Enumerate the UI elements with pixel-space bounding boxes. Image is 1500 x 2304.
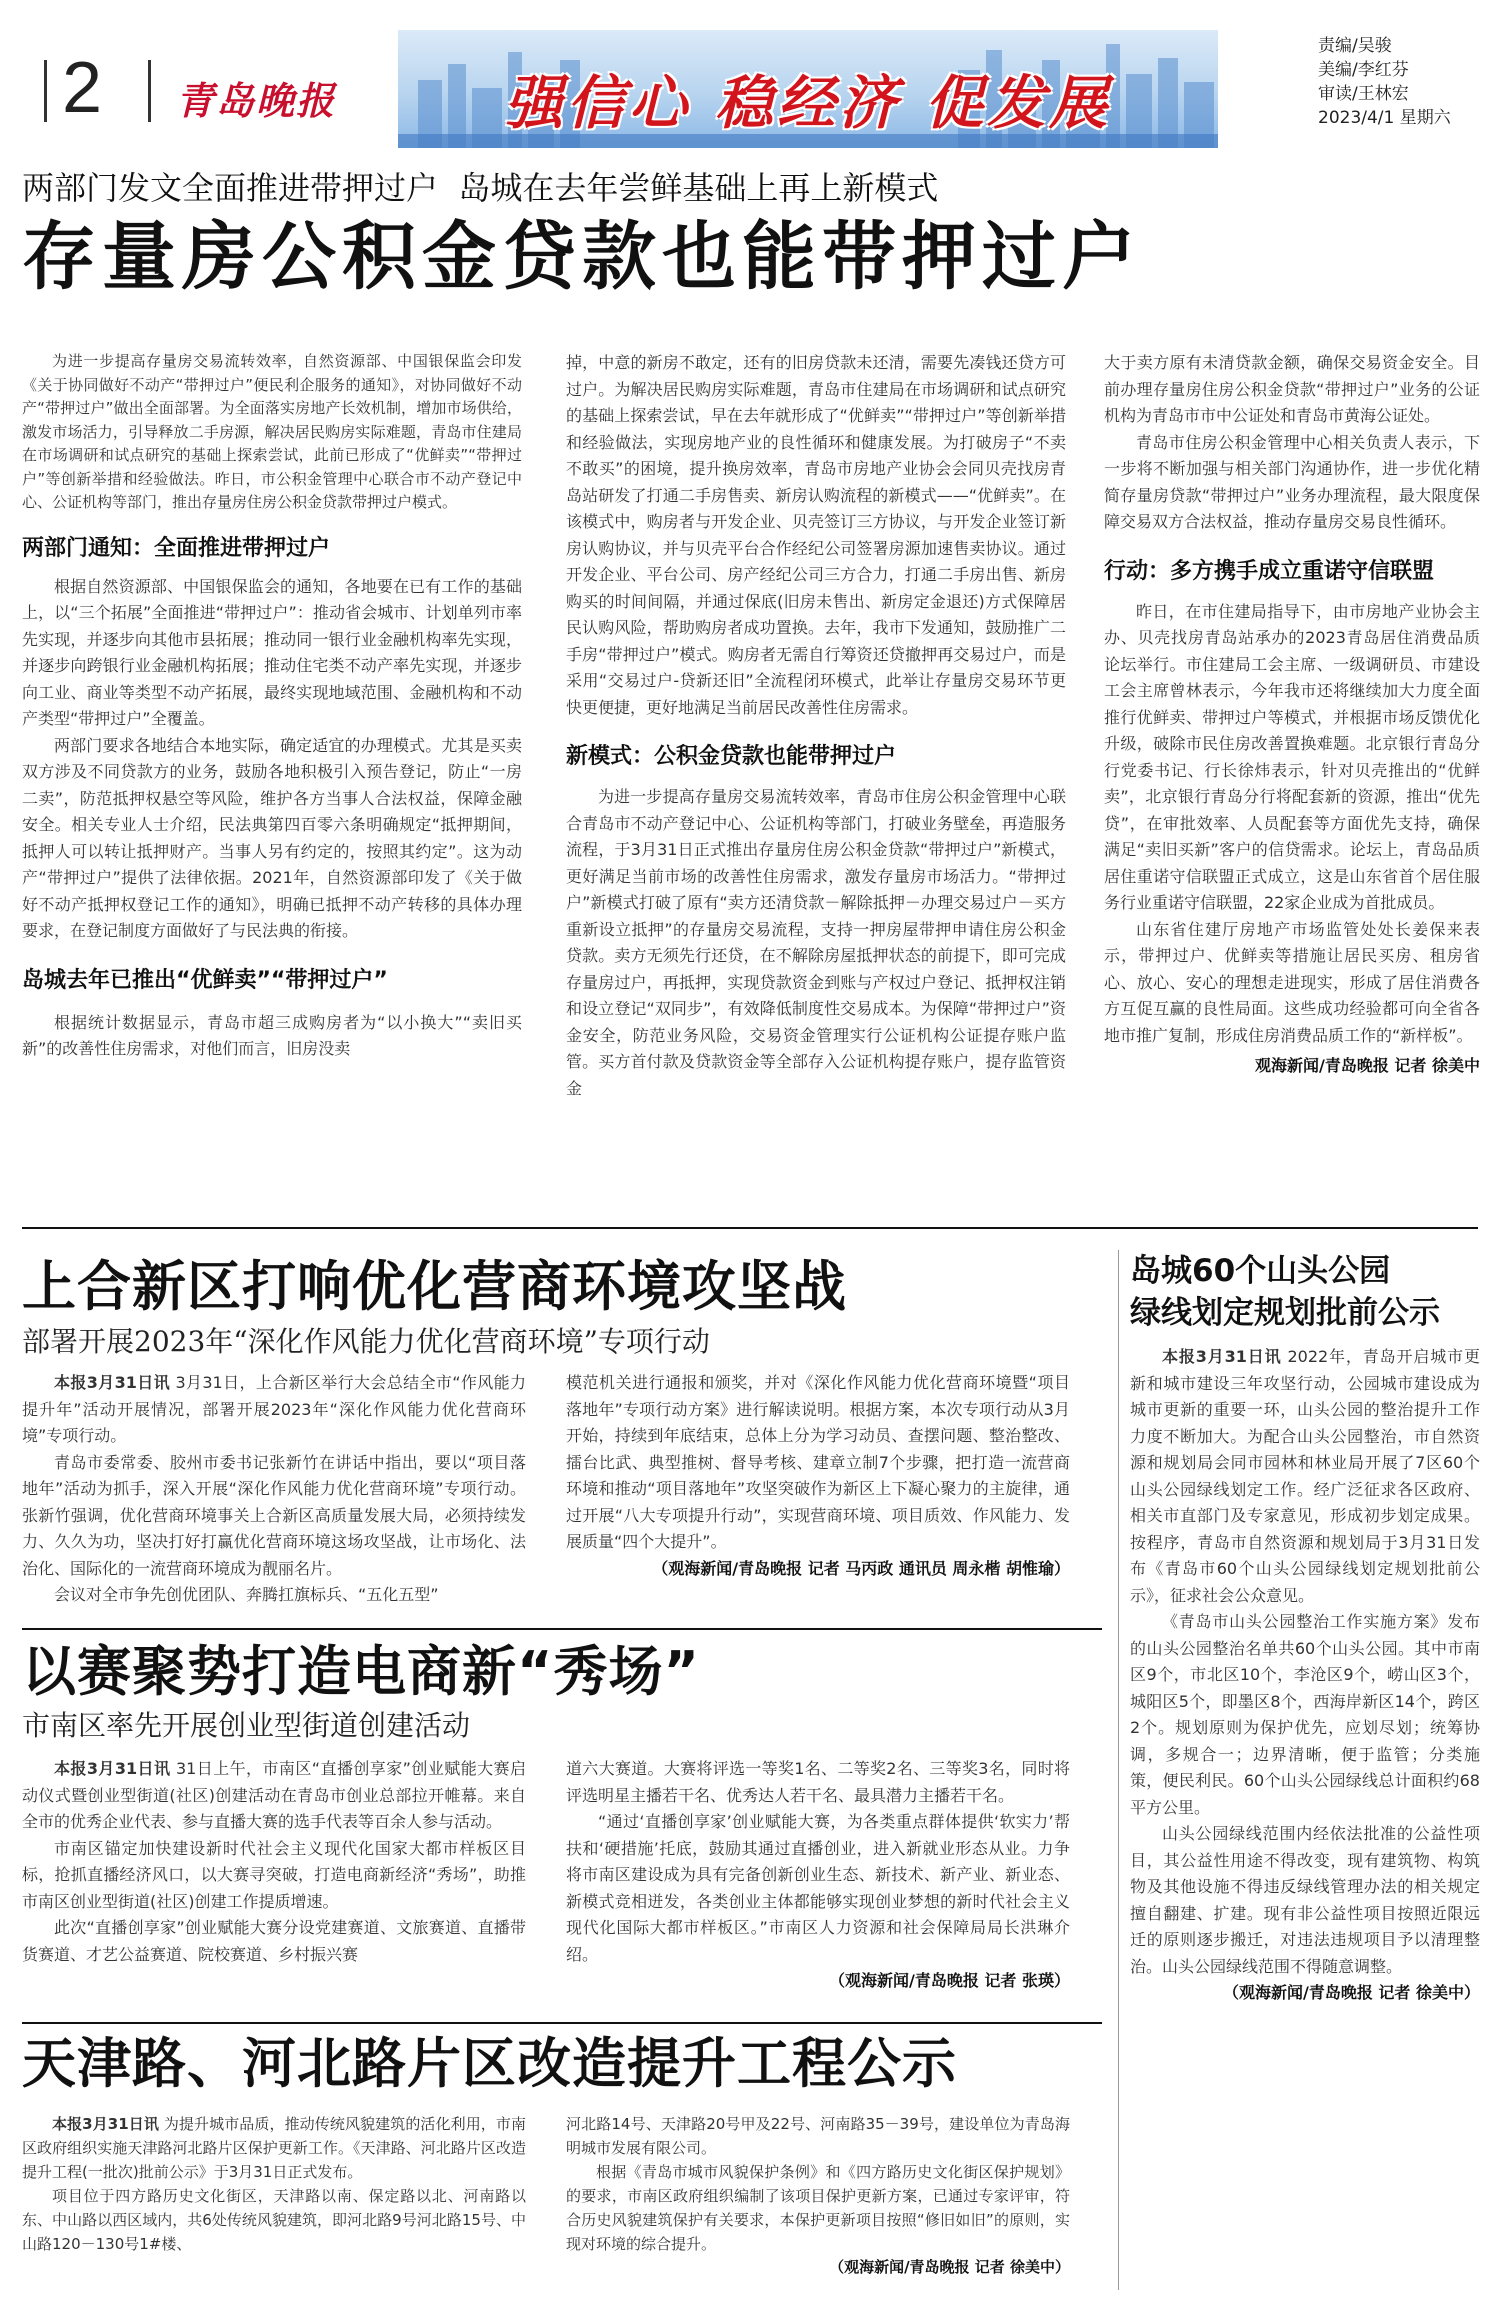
- story3-paragraph: 本报3月31日讯 31日上午，市南区“直播创享家”创业赋能大赛启动仪式暨创业型街道(社区)创建活动在青岛市创业总部拉开帷幕。来自全市的优秀企业代表、参与直播大赛的选手代表等百余人参与活动。: [22, 1759, 526, 1831]
- story2-headline: 上合新区打响优化营商环境攻坚战: [22, 1255, 847, 1318]
- story1-subheading-1: 两部门通知：全面推进带押过户: [22, 535, 331, 561]
- story1-paragraph: 大于卖方原有未清贷款金额，确保交易资金安全。目前办理存量房住房公积金贷款“带押过户”业务的公证机构为青岛市市中公证处和青岛市黄海公证处。: [1104, 353, 1480, 425]
- story1-col2: [566, 350, 1066, 1102]
- story3-paragraph: 此次“直播创享家”创业赋能大赛分设党建赛道、文旅赛道、直播带货赛道、才艺公益赛道、院校赛道、乡村振兴赛: [22, 1918, 526, 1964]
- story3-paragraph: “通过‘直播创享家’创业赋能大赛，为各类重点群体提供‘软实力’帮扶和‘硬措施’托底，鼓励其通过直播创业，进入新就业形态从业。力争将市南区建设成为具有完备创新创业生态、新技术、新产业、新业态、新模式竞相迸发，各类创业主体都能够实现创业梦想的新时代社会主义现代化国际大都市样板区。”市南区人力资源和社会保障局局长洪琳介绍。: [566, 1812, 1070, 1964]
- dateline: 本报3月31日讯: [1162, 1347, 1282, 1366]
- story1-kicker: 两部门发文全面推进带押过户 岛城在去年尝鲜基础上再上新模式: [22, 169, 939, 207]
- dateline: 本报3月31日讯: [54, 1373, 170, 1392]
- story5-paragraph: 本报3月31日讯 2022年，青岛开启城市更新和城市建设三年攻坚行动，公园城市建设成为城市更新的重要一环，山头公园的整治提升工作力度不断加大。为配合山头公园整治，市自然资源和规划局会同市园林和林业局开展了7区60个山头公园绿线划定工作。经广泛征求各区政府、相关市直部门及专家意见，形成初步划定成果。按程序，青岛市自然资源和规划局于3月31日发布《青岛市60个山头公园绿线划定规划批前公示》，征求社会公众意见。: [1130, 1347, 1480, 1605]
- issue-date: [1318, 106, 1451, 130]
- story3-credit: （观海新闻/青岛晚报 记者 张瑛）: [829, 1971, 1070, 1990]
- story3-paragraph: 道六大赛道。大赛将评选一等奖1名、二等奖2名、三等奖3名，同时将评选明星主播若干名、优秀达人若干名、最具潜力主播若干名。: [566, 1759, 1070, 1805]
- divider: [22, 1227, 1478, 1229]
- story5-headline-line1: 岛城60个山头公园: [1130, 1253, 1391, 1289]
- story1-paragraph: 两部门要求各地结合本地实际，确定适宜的办理模式。尤其是买卖双方涉及不同贷款方的业务，鼓励各地积极引入预告登记，防止“一房二卖”，防范抵押权悬空等风险，维护各方当事人合法权益，保障金融安全。相关专业人士介绍，民法典第四百零六条明确规定“抵押期间，抵押人可以转让抵押财产。当事人另有约定的，按照其约定”。这为动产“带押过户”提供了法律依据。2021年，自然资源部印发了《关于做好不动产抵押权登记工作的通知》，明确已抵押不动产转移的具体办理要求，在登记制度方面做好了与民法典的衔接。: [22, 735, 522, 940]
- story5-credit: （观海新闻/青岛晚报 记者 徐美中）: [1223, 1983, 1480, 2002]
- story5-paragraph: 《青岛市山头公园整治工作实施方案》发布的山头公园整治名单共60个山头公园。其中市南区9个，市北区10个，李沧区9个，崂山区3个，城阳区5个，即墨区8个，西海岸新区14个，跨区2个。规划原则为保护优先，应划尽划；统筹协调，多规合一；边界清晰，便于监管；分类施策，便民利民。60个山头公园绿线总计面积约68平方公里。: [1130, 1612, 1480, 1817]
- credit-editor: 责编/吴骏: [1318, 36, 1392, 56]
- story1-paragraph: 根据统计数据显示，青岛市超三成购房者为“以小换大”“卖旧买新”的改善性住房需求，对他们而言，旧房没卖: [22, 1012, 522, 1058]
- column-divider: [1118, 1250, 1119, 2290]
- story5-box: [1130, 1250, 1480, 2003]
- page-number: 2: [62, 48, 103, 128]
- story2-col1: [22, 1370, 526, 1609]
- story4-paragraph: 项目位于四方路历史文化街区，天津路以南、保定路以北、河南路以东、中山路以西区域内，共6处传统风貌建筑，即河北路9号河北路15号、中山路120－130号1#楼、: [22, 2187, 526, 2253]
- page-number-left-bar: [44, 60, 47, 122]
- story4-headline: 天津路、河北路片区改造提升工程公示: [22, 2032, 957, 2095]
- story4-col1: [22, 2112, 526, 2256]
- banner: [398, 30, 1218, 148]
- story3-col1: [22, 1756, 526, 1968]
- story2-paragraph: 会议对全市争先创优团队、奔腾扛旗标兵、“五化五型”: [54, 1585, 439, 1604]
- story1-subheading-3: 新模式：公积金贷款也能带押过户: [566, 744, 897, 769]
- story1-col1: [22, 350, 522, 1063]
- paper-name-logo: 青岛晚报: [176, 78, 337, 123]
- story3-headline: 以赛聚势打造电商新“秀场”: [22, 1640, 700, 1703]
- story4-credit: （观海新闻/青岛晚报 记者 徐美中）: [829, 2258, 1070, 2276]
- story1-lead: 为进一步提高存量房交易流转效率，自然资源部、中国银保监会印发《关于协同做好不动产“带押过户”便民利企服务的通知》，对协同做好不动产“带押过户”做出全面部署。为全面落实房地产长效机制，增加市场供给，激发市场活力，引导释放二手房源，解决居民购房实际难题，青岛市住建局在市场调研和试点研究的基础上探索尝试，此前已形成了“优鲜卖”“带押过户”等创新举措和经验做法。昨日，市公积金管理中心联合市不动产登记中心、公证机构等部门，推出存量房住房公积金贷款带押过户模式。: [22, 352, 522, 511]
- editor-credits: [1318, 34, 1451, 130]
- story1-subheading-4: 行动：多方携手成立重诺守信联盟: [1104, 558, 1435, 584]
- story3-col2: [566, 1756, 1070, 1991]
- story5-headline-line2: 绿线划定规划批前公示: [1130, 1295, 1440, 1331]
- weekday: 星期六: [1399, 108, 1451, 128]
- story3-subhead: 市南区率先开展创业型街道创建活动: [22, 1709, 471, 1742]
- page-number-right-bar: [148, 60, 151, 122]
- story4-paragraph: 根据《青岛市城市风貌保护条例》和《四方路历史文化街区保护规划》的要求，市南区政府组织编制了该项目保护更新方案，已通过专家评审，符合历史风貌建筑保护有关要求，本保护更新项目按照“修旧如旧”的原则，实现对环境的综合提升。: [566, 2163, 1070, 2253]
- story4-paragraph: 本报3月31日讯 为提升城市品质，推动传统风貌建筑的活化利用，市南区政府组织实施天津路河北路片区保护更新工作。《天津路、河北路片区改造提升工程(一批次)批前公示》于3月31日正式发布。: [22, 2115, 526, 2181]
- story1-credit: 观海新闻/青岛晚报 记者 徐美中: [1255, 1056, 1480, 1075]
- story2-paragraph: 模范机关进行通报和颁奖，并对《深化作风能力优化营商环境暨“项目落地年”专项行动方案》进行解读说明。根据方案，本次专项行动从3月开始，持续到年底结束，总体上分为学习动员、查摆问题、整治整改、擂台比武、典型推树、督导考核、建章立制7个步骤，把打造一流营商环境和推动“项目落地年”攻坚突破作为新区上下凝心聚力的主旋律，通过开展“八大专项提升行动”，实现营商环境、项目质效、作风能力、发展质量“四个大提升”。: [566, 1373, 1070, 1551]
- divider: [22, 2022, 1102, 2024]
- story1-subheading-2: 岛城去年已推出“优鲜卖”“带押过户”: [22, 967, 388, 993]
- story5-paragraph: 山头公园绿线范围内经依法批准的公益性项目，其公益性用途不得改变，现有建筑物、构筑物及其他设施不得违反绿线管理办法的相关规定擅自翻建、扩建。现有非公益性项目按照近限远迁的原则逐步搬迁，对违法违规项目予以清理整治。山头公园绿线范围不得随意调整。: [1130, 1824, 1480, 1976]
- story2-paragraph: 本报3月31日讯 3月31日，上合新区举行大会总结全市“作风能力提升年”活动开展情况，部署开展2023年“深化作风能力优化营商环境”专项行动。: [22, 1373, 526, 1445]
- story1-paragraph: 根据自然资源部、中国银保监会的通知，各地要在已有工作的基础上，以“三个拓展”全面推进“带押过户”：推动省会城市、计划单列市率先实现，并逐步向其他市县拓展；推动同一银行业金融机构率先实现，并逐步向跨银行业金融机构拓展；推动住宅类不动产率先实现，并逐步向工业、商业等类型不动产拓展，最终实现地域范围、金融机构和不动产类型“带押过户”全覆盖。: [22, 576, 522, 728]
- story4-paragraph: 河北路14号、天津路20号甲及22号、河南路35－39号，建设单位为青岛海明城市发展有限公司。: [566, 2115, 1070, 2157]
- story1-paragraph: 掉，中意的新房不敢定，还有的旧房贷款未还清，需要先凑钱还贷方可过户。为解决居民购房实际难题，青岛市住建局在市场调研和试点研究的基础上探索尝试，早在去年就形成了“优鲜卖”“带押过户”等创新举措和经验做法，实现房地产业的良性循环和健康发展。为打破房子“不卖不敢买”的困境，提升换房效率，青岛市房地产业协会会同贝壳找房青岛站研发了打通二手房售卖、新房认购流程的新模式——“优鲜卖”。在该模式中，购房者与开发企业、贝壳签订三方协议，与开发企业签订新房认购协议，并与贝壳平台合作经纪公司签署房源加速售卖协议。通过开发企业、平台公司、房产经纪公司三方合力，打通二手房出售、新房购买的时间间隔，并通过保底(旧房未售出、新房定金退还)方式保障居民认购风险，帮助购房者成功置换。去年，我市下发通知，鼓励推广二手房“带押过户”模式。购房者无需自行筹资还贷撤押再交易过户，而是采用“交易过户-贷新还旧”全流程闭环模式，此举让存量房交易环节更快更便捷，更好地满足当前居民改善性住房需求。: [566, 353, 1066, 717]
- story2-credit: （观海新闻/青岛晚报 记者 马丙政 通讯员 周永楷 胡惟瑜）: [652, 1558, 1070, 1578]
- banner-slogan: 强信心 稳经济 促发展: [504, 69, 1112, 137]
- dateline: 本报3月31日讯: [52, 2115, 159, 2133]
- story1-paragraph: 青岛市住房公积金管理中心相关负责人表示，下一步将不断加强与相关部门沟通协作，进一步优化精简存量房贷款“带押过户”业务办理流程，最大限度保障交易双方合法权益，推动存量房交易良性循环。: [1104, 432, 1480, 531]
- story2-paragraph: 青岛市委常委、胶州市委书记张新竹在讲话中指出，要以“项目落地年”活动为抓手，深入开展“深化作风能力优化营商环境”专项行动。张新竹强调，优化营商环境事关上合新区高质量发展大局，必须持续发力、久久为功，坚决打好打赢优化营商环境这场攻坚战，让市场化、法治化、国际化的一流营商环境成为靓丽名片。: [22, 1452, 526, 1578]
- story4-col2: [566, 2112, 1070, 2277]
- date: 2023/4/1: [1318, 108, 1395, 128]
- divider: [22, 1628, 1102, 1630]
- story1-paragraph: 山东省住建厅房地产市场监管处处长姜保来表示，带押过户、优鲜卖等措施让居民买房、租房省心、放心、安心的理想走进现实，形成了居住消费各方互促互赢的良性局面。这些成功经验都可向全省各地市推广复制，形成住房消费品质工作的“新样板”。: [1104, 919, 1480, 1045]
- credit-proofreader: 审读/王林宏: [1318, 84, 1409, 104]
- story1-headline: 存量房公积金贷款也能带押过户: [22, 214, 1142, 300]
- dateline: 本报3月31日讯: [54, 1759, 171, 1778]
- story1-paragraph: 为进一步提高存量房交易流转效率，青岛市住房公积金管理中心联合青岛市不动产登记中心、公证机构等部门，打破业务壁垒，再造服务流程，于3月31日正式推出存量房住房公积金贷款“带押过户”新模式，更好满足当前市场的改善性住房需求，激发存量房市场活力。“带押过户”新模式打破了原有“卖方还清贷款－解除抵押－办理交易过户－买方重新设立抵押”的存量房交易流程，支持一押房屋带押申请住房公积金贷款。卖方无须先行还贷，在不解除房屋抵押状态的前提下，即可完成存量房过户，再抵押，实现贷款资金到账与产权过户登记、抵押权注销和设立登记“双同步”，有效降低制度性交易成本。为保障“带押过户”资金安全，防范业务风险，交易资金管理实行公证机构公证提存账户监管。买方首付款及贷款资金等全部存入公证机构提存账户，提存监管资金: [566, 787, 1066, 1098]
- story1-col3: [1104, 350, 1480, 1076]
- story1-paragraph: 昨日，在市住建局指导下，由市房地产业协会主办、贝壳找房青岛站承办的2023青岛居住消费品质论坛举行。市住建局工会主席、一级调研员、市建设工会主席曾林表示，今年我市还将继续加大力度全面推行优鲜卖、带押过户等模式，并根据市场反馈优化升级，破除市民住房改善置换难题。北京银行青岛分行党委书记、行长徐炜表示，针对贝壳推出的“优鲜卖”，北京银行青岛分行将配套新的资源，推出“优先贷”，在审批效率、人员配套等方面优先支持，确保满足“卖旧买新”客户的信贷需求。论坛上，青岛品质居住重诺守信联盟正式成立，这是山东省首个居住服务行业重诺守信联盟，22家企业成为首批成员。: [1104, 601, 1480, 912]
- story3-paragraph: 市南区锚定加快建设新时代社会主义现代化国家大都市样板区目标，抢抓直播经济风口，以大赛寻突破，打造电商新经济“秀场”，助推市南区创业型街道(社区)创建工作提质增速。: [22, 1838, 526, 1911]
- credit-designer: 美编/李红芬: [1318, 60, 1409, 80]
- masthead: [0, 0, 1500, 160]
- story2-subhead: 部署开展2023年“深化作风能力优化营商环境”专项行动: [22, 1325, 710, 1358]
- story2-col2: [566, 1370, 1070, 1579]
